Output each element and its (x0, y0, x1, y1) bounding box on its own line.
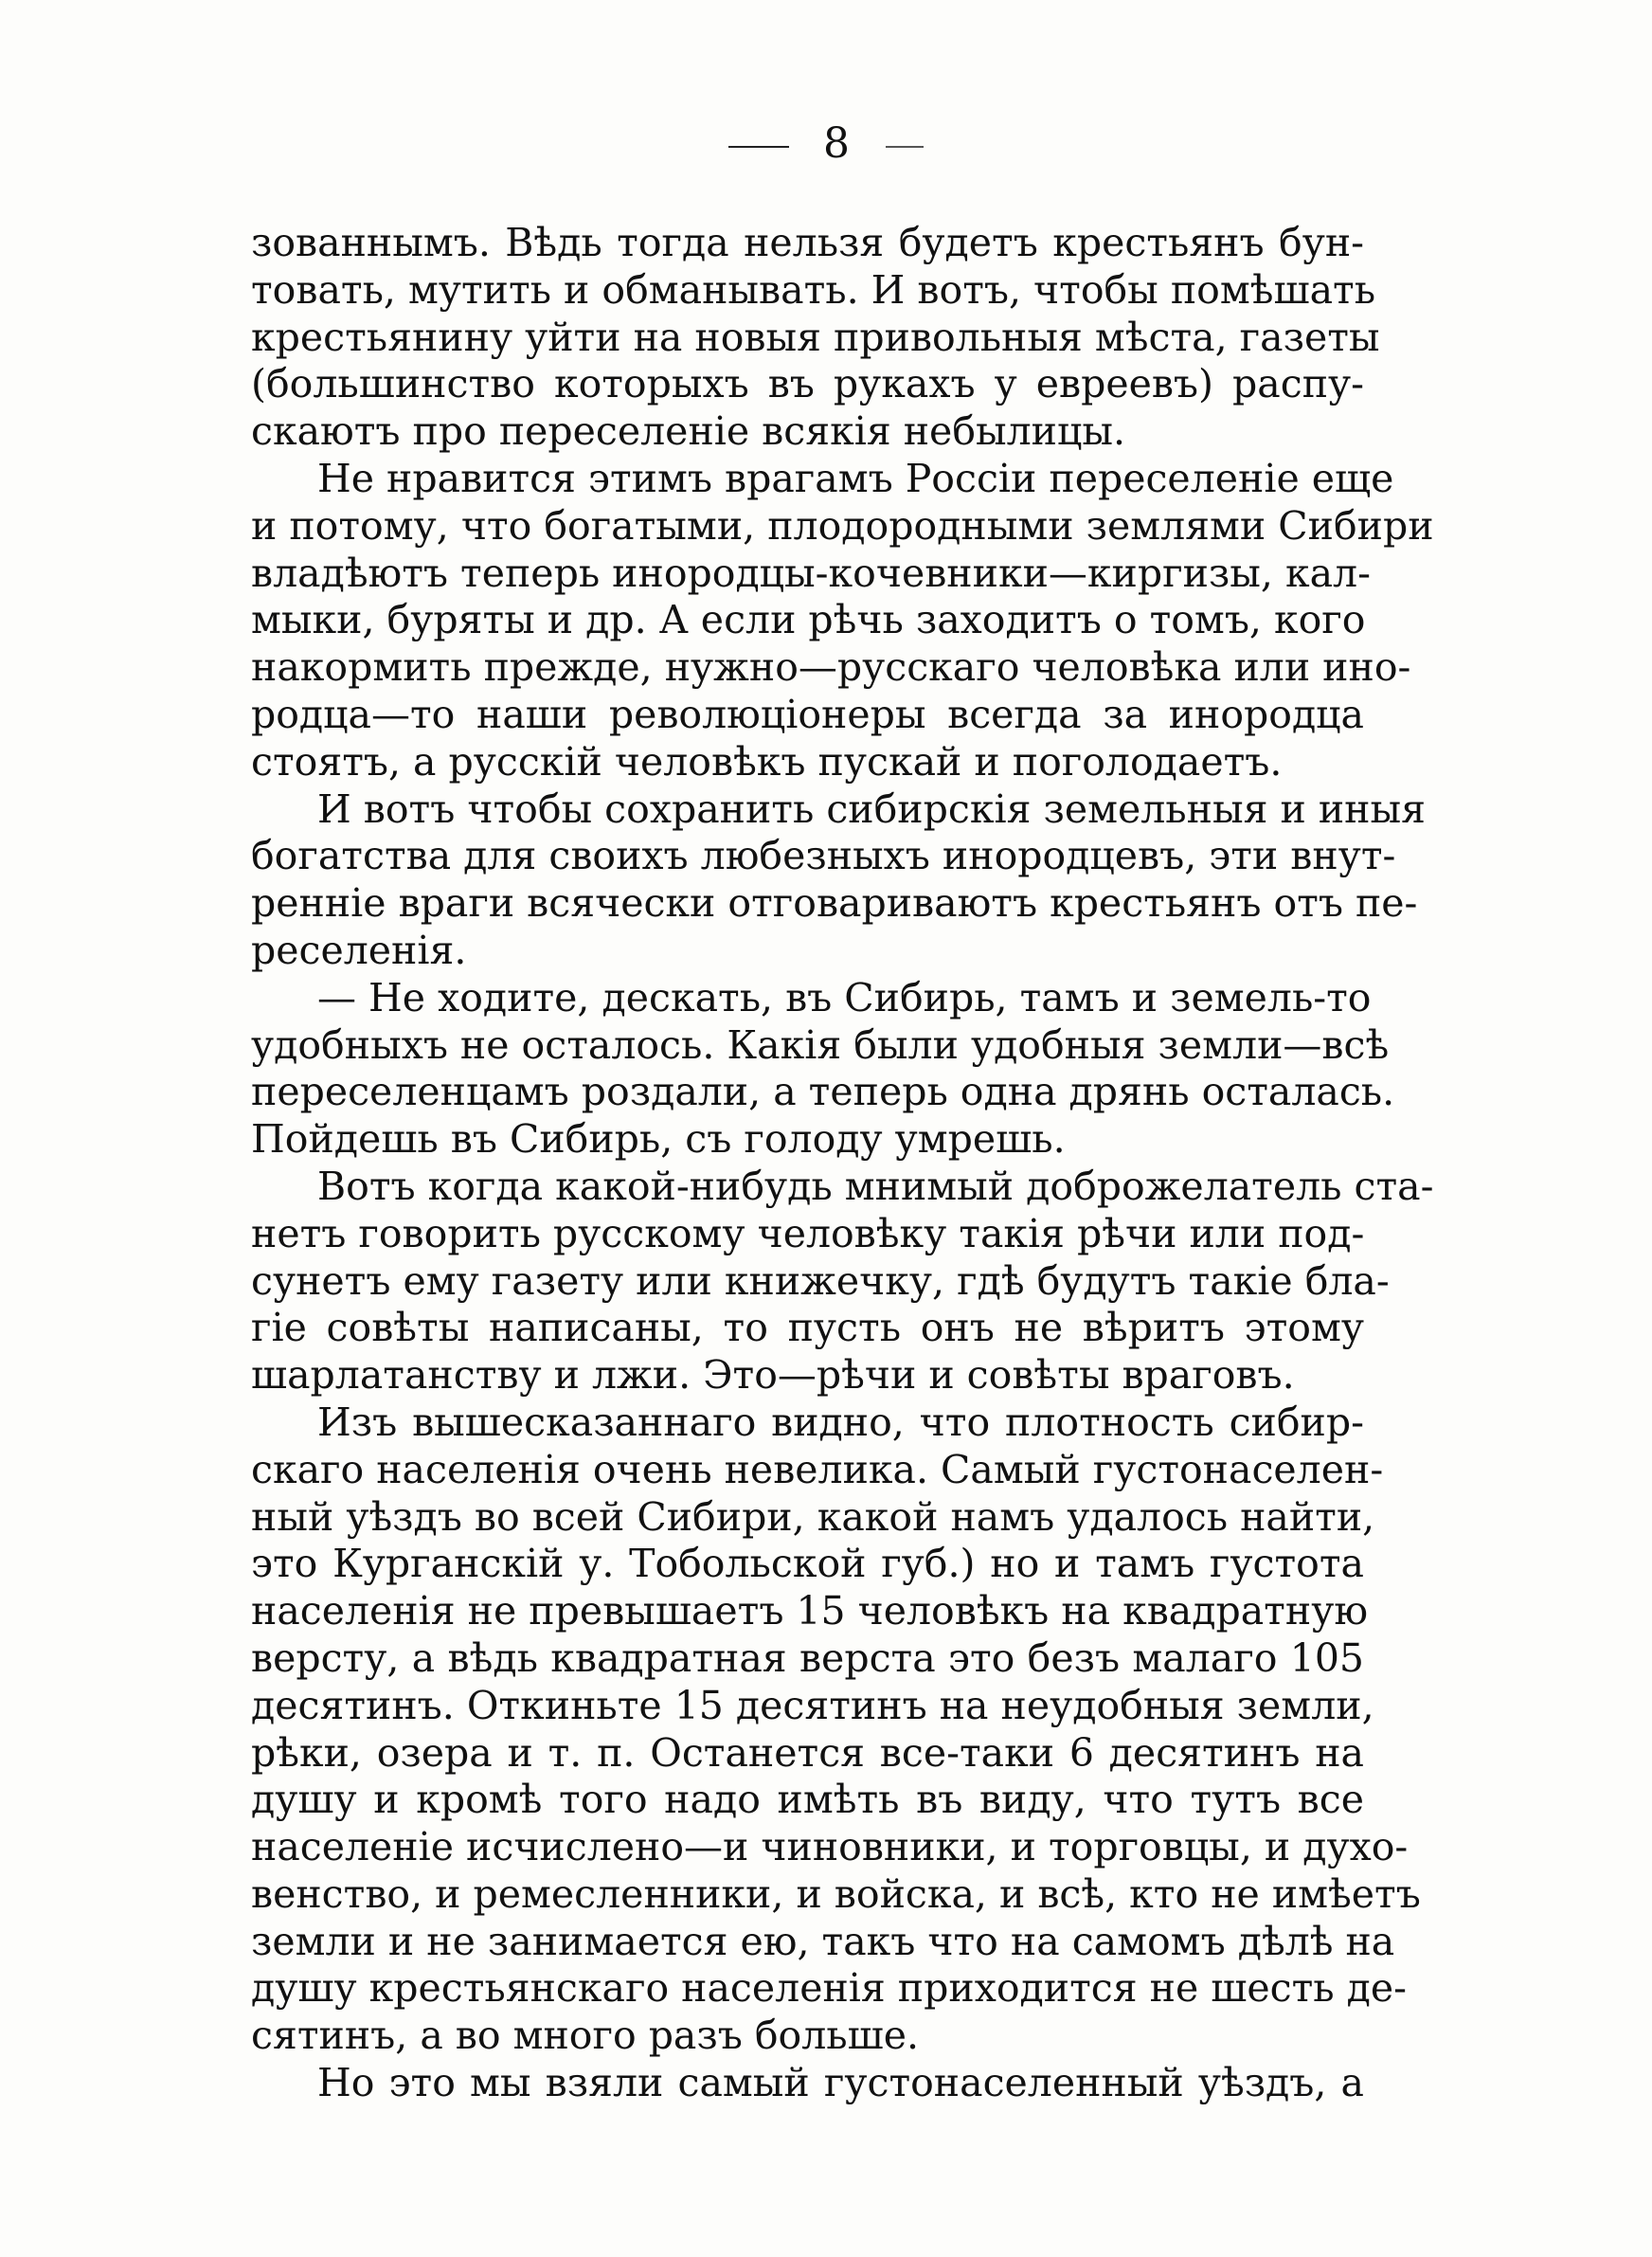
text-line: десятинъ. Откиньте 15 десятинъ на неудобныя земли, (251, 1682, 1374, 1728)
text-line: переселенцамъ роздали, а теперь одна дрянь осталась. (251, 1069, 1395, 1115)
header-dash-right (886, 146, 924, 148)
text-line: накормить прежде, нужно—русскаго человѣка или ино- (251, 644, 1411, 691)
text-line: нетъ говорить русскому человѣку такія рѣчи или под- (251, 1210, 1365, 1256)
text-line: (большинство которыхъ въ рукахъ у евреевъ) распу- (251, 361, 1364, 407)
text-line: рѣки, озера и т. п. Останется все-таки 6 десятинъ на (251, 1729, 1364, 1776)
text-line: версту, а вѣдь квадратная верста это безъ малаго 105 (251, 1634, 1364, 1681)
page-number: 8 (823, 119, 852, 168)
text-line: крестьянину уйти на новыя привольныя мѣста, газеты (251, 314, 1380, 360)
text-line: душу крестьянскаго населенія приходится не шесть де- (251, 1965, 1407, 2012)
text-line: удобныхъ не осталось. Какія были удобныя земли—всѣ (251, 1021, 1390, 1068)
text-line: владѣютъ теперь инородцы-кочевники—киргизы, кал- (251, 550, 1371, 596)
text-line: сятинъ, а во много разъ больше. (251, 2013, 920, 2059)
text-line: Вотъ когда какой-нибудь мнимый доброжелатель ста- (317, 1163, 1434, 1209)
text-line: — Не ходите, дескать, въ Сибирь, тамъ и земель-то (317, 974, 1372, 1020)
text-line: скаго населенія очень невелика. Самый густонаселен- (251, 1446, 1384, 1492)
text-line: реселенія. (251, 927, 467, 973)
text-line: стоятъ, а русскій человѣкъ пускай и поголодаетъ. (251, 738, 1283, 785)
text-line: ренніе враги всячески отговариваютъ крестьянъ отъ пе- (251, 880, 1418, 927)
text-line: населенія не превышаетъ 15 человѣкъ на квадратную (251, 1588, 1369, 1634)
text-line: это Курганскій у. Тобольской губ.) но и тамъ густота (251, 1541, 1364, 1587)
text-line: населеніе исчислено—и чиновники, и торговцы, и духо- (251, 1824, 1409, 1870)
text-line: земли и не занимается ею, такъ что на самомъ дѣлѣ на (251, 1918, 1395, 1964)
text-line: шарлатанству и лжи. Это—рѣчи и совѣты враговъ. (251, 1352, 1295, 1399)
text-line: И вотъ чтобы сохранить сибирскія земельныя и иныя (317, 785, 1426, 832)
text-line: зованнымъ. Вѣдь тогда нельзя будетъ крестьянъ бун- (251, 220, 1364, 265)
header-dash-left (728, 146, 789, 148)
text-line: и потому, что богатыми, плодородными землями Сибири (251, 502, 1434, 549)
text-line: Не нравится этимъ врагамъ Россіи переселеніе еще (317, 455, 1394, 501)
text-line: мыки, буряты и др. А если рѣчь заходитъ о томъ, кого (251, 597, 1366, 643)
text-line: Но это мы взяли самый густонаселенный уѣздъ, а (317, 2060, 1364, 2106)
page-header (0, 119, 1652, 168)
text-line: товать, мутить и обманывать. И вотъ, чтобы помѣшать (251, 266, 1376, 313)
body-text (251, 220, 1434, 2107)
text-line: венство, и ремесленники, и войска, и всѣ, кто не имѣетъ (251, 1870, 1421, 1917)
text-line: Пойдешь въ Сибирь, съ голоду умрешь. (251, 1116, 1066, 1163)
text-line: Изъ вышесказаннаго видно, что плотность сибир- (317, 1399, 1364, 1445)
text-line: богатства для своихъ любезныхъ инородцевъ, эти внут- (251, 833, 1396, 879)
text-line: ный уѣздъ во всей Сибири, какой намъ удалось найти, (251, 1493, 1375, 1540)
text-line: скаютъ про переселеніе всякія небылицы. (251, 408, 1126, 455)
text-line: душу и кромѣ того надо имѣть въ виду, что тутъ все (251, 1777, 1364, 1823)
text-line: гіе совѣты написаны, то пусть онъ не вѣритъ этому (251, 1305, 1364, 1351)
text-line: сунетъ ему газету или книжечку, гдѣ будутъ такіе бла- (251, 1257, 1390, 1304)
text-line: родца—то наши революціонеры всегда за инородца (251, 691, 1364, 737)
